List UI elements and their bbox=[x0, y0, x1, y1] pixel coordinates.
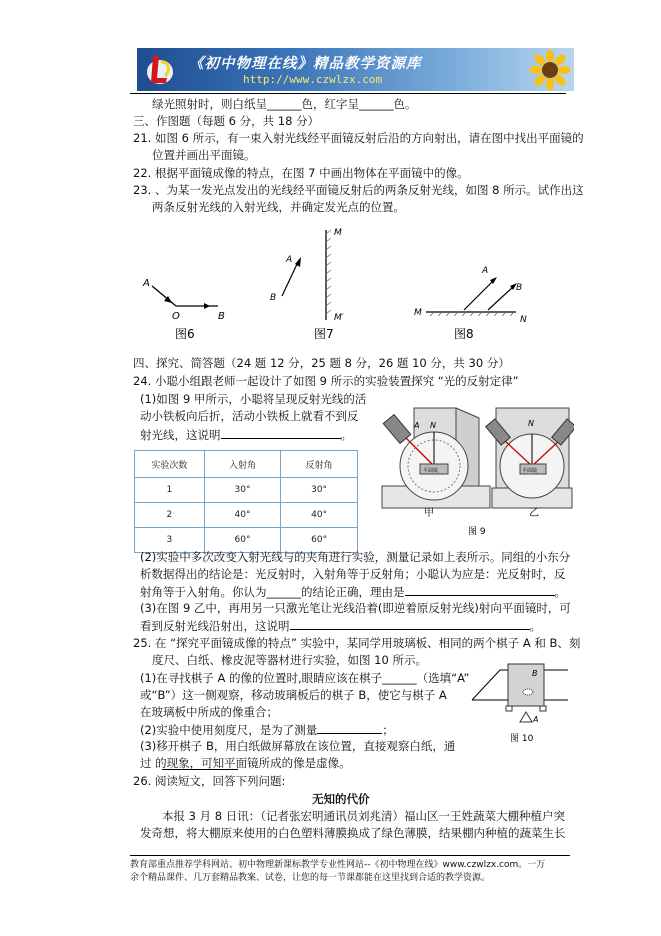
q25-1-line3: 在玻璃板中所成的像重合； bbox=[140, 705, 278, 719]
fig10-label-a: A bbox=[533, 715, 539, 724]
table-cell: 40° bbox=[204, 503, 281, 528]
table-cell: 1 bbox=[135, 478, 205, 503]
q21-line1: 21. 如图 6 所示，有一束入射光线经平面镜反射后沿的方向射出，请在图中找出平面镜的 bbox=[133, 131, 584, 145]
figure-10 bbox=[470, 660, 570, 746]
fig7-label-m: M bbox=[334, 228, 342, 238]
fig9-yi-label-n: N bbox=[528, 419, 534, 428]
fig10-label-b: B bbox=[532, 669, 538, 678]
table-cell: 3 bbox=[135, 528, 205, 553]
q25-3-blank[interactable] bbox=[162, 758, 238, 770]
q23-line2: 两条反射光线的入射光线，并确定发光点的位置。 bbox=[152, 200, 405, 214]
fig9-yi-caption: 乙 bbox=[529, 508, 539, 519]
table-cell: 2 bbox=[135, 503, 205, 528]
fig9-yi-screen-label: 平面镜 bbox=[522, 468, 538, 474]
footer-line2: 余个精品课件、几万套精品教案、试卷，让您的每一节课都能在这里找到合适的教学资源。 bbox=[130, 873, 491, 883]
table-row bbox=[135, 528, 358, 553]
q24-1-line3: 射光线，这说明 bbox=[140, 428, 221, 442]
fig7-label-mp: M′ bbox=[334, 313, 344, 323]
fig8-label-b: B bbox=[516, 283, 523, 293]
banner-title: 《初中物理在线》精品教学资源库 bbox=[189, 56, 422, 72]
article-para-line2: 发奇想，将大棚原来使用的白色塑料薄膜换成了绿色薄膜，结果棚内种植的蔬菜生长 bbox=[140, 826, 566, 840]
q24-1-blank[interactable] bbox=[221, 427, 341, 439]
figure-7 bbox=[270, 228, 344, 341]
q24-2-line3: 射角等于入射角。你认为______的结论正确，理由是 bbox=[140, 585, 405, 599]
table-header-cell: 实验次数 bbox=[135, 451, 205, 478]
q24-2-line2: 析数据得出的结论是：光反射时，入射角等于反射角；小聪认为应是：光反射时，反 bbox=[140, 567, 566, 581]
fig9-jia-screen-label: 平面镜 bbox=[423, 468, 439, 474]
fig8-label-n: N bbox=[520, 315, 527, 325]
q24-3-blank[interactable] bbox=[290, 618, 530, 630]
figure-9 bbox=[374, 398, 574, 543]
table-row bbox=[135, 478, 358, 503]
page-footer bbox=[130, 855, 570, 885]
article-title: 无知的代价 bbox=[312, 792, 370, 806]
sunflower-icon bbox=[530, 50, 570, 90]
q25-line1: 25. 在 “探究平面镜成像的特点” 实验中，某同学用玻璃板、相同的两个棋子 A 和 B、刻 bbox=[133, 636, 581, 650]
q24-2-blank[interactable] bbox=[405, 584, 555, 596]
fig8-caption: 图8 bbox=[454, 327, 474, 341]
table-cell: 60° bbox=[204, 528, 281, 553]
q24: 24. 小聪小组跟老师一起设计了如图 9 所示的实验装置探究 “光的反射定律” bbox=[133, 374, 519, 388]
q25-1-line1: (1)在寻找棋子 A 的像的位置时,眼睛应该在棋子______（选填“A” bbox=[140, 671, 470, 685]
fig6-caption: 图6 bbox=[175, 327, 195, 341]
table-cell: 30° bbox=[204, 478, 281, 503]
section-4-heading: 四、探究、简答题（24 题 12 分，25 题 8 分，26 题 10 分，共 30 分） bbox=[133, 356, 510, 370]
q21-line2: 位置并画出平面镜。 bbox=[152, 148, 256, 162]
q24-3-line2: 看到反射光线沿射出，这说明 bbox=[140, 619, 290, 633]
fig9-jia-label-a: A bbox=[414, 421, 420, 430]
table-header-cell: 反射角 bbox=[281, 451, 358, 478]
q25-3-line2: 过 的现象，可知平面镜所成的像是虚像。 bbox=[140, 756, 351, 770]
header-rule bbox=[130, 93, 566, 94]
fig8-label-a: A bbox=[482, 266, 489, 276]
table-cell: 30° bbox=[281, 478, 358, 503]
table-cell: 40° bbox=[281, 503, 358, 528]
q25-2: (2)实验中使用刻度尺，是为了测量 bbox=[140, 723, 318, 737]
figures-6-7-8 bbox=[130, 220, 570, 345]
fig10-caption: 图 10 bbox=[510, 734, 534, 744]
fig7-label-a: A bbox=[286, 255, 293, 265]
table-row bbox=[135, 503, 358, 528]
q22: 22. 根据平面镜成像的特点，在图 7 中画出物体在平面镜中的像。 bbox=[133, 166, 469, 180]
experiment-table bbox=[134, 450, 358, 553]
fig9-jia-label-n: N bbox=[430, 421, 436, 430]
q24-3-line1: (3)在图 9 乙中，再用另一只激光笔让光线沿着(即逆着原反射光线)射向平面镜时，可 bbox=[140, 601, 571, 615]
figure-9-jia bbox=[382, 408, 490, 519]
q24-1-line1: (1)如图 9 甲所示，小聪将呈现反射光线的活 bbox=[140, 392, 367, 406]
site-logo-icon bbox=[145, 52, 175, 86]
fig6-label-o: O bbox=[172, 311, 180, 322]
figure-8 bbox=[414, 266, 527, 341]
section-3-heading: 三、作图题（每题 6 分，共 18 分） bbox=[133, 114, 320, 128]
q25-line2: 度尺、白纸、橡皮泥等器材进行实验，如图 10 所示。 bbox=[152, 653, 427, 667]
banner-url[interactable]: http://www.czwlzx.com bbox=[243, 73, 383, 86]
fig7-caption: 图7 bbox=[314, 327, 334, 341]
q25-3-line1: (3)移开棋子 B，用白纸做屏幕放在该位置，直接观察白纸，通 bbox=[140, 739, 456, 753]
table-header-row bbox=[135, 451, 358, 478]
footer-line1: 教育部重点推荐学科网站、初中物理新课标教学专业性网站--《初中物理在线》www.czwlzx.com。一万 bbox=[130, 860, 546, 870]
fig6-label-a: A bbox=[143, 278, 150, 289]
q25-1-line2: 或“B”）这一侧观察，移动玻璃板后的棋子 B，使它与棋子 A bbox=[140, 688, 447, 702]
q26: 26. 阅读短文，回答下列问题: bbox=[133, 774, 286, 788]
article-para-line1: 本报 3 月 8 日讯：（记者张宏明通讯员刘兆清）福山区一王姓蔬菜大棚种植户突 bbox=[162, 809, 566, 823]
site-banner bbox=[137, 48, 574, 91]
fig7-label-b: B bbox=[270, 293, 277, 303]
fig8-label-m: M bbox=[414, 308, 422, 318]
table-header-cell: 入射角 bbox=[204, 451, 281, 478]
q24-1-line2: 动小铁板向后折，活动小铁板上就看不到反 bbox=[140, 409, 359, 423]
fig6-label-b: B bbox=[218, 311, 225, 322]
q24-2-line1: (2)实验中多次改变入射光线与的夹角进行实验，测量记录如上表所示。同组的小东分 bbox=[140, 550, 571, 564]
figure-9-yi bbox=[486, 408, 574, 519]
q25-2-blank[interactable] bbox=[317, 722, 382, 734]
table-cell: 60° bbox=[281, 528, 358, 553]
figure-6 bbox=[142, 278, 225, 341]
fig9-jia-caption: 甲 bbox=[424, 508, 434, 519]
q23-line1: 23. 、为某一发光点发出的光线经平面镜反射后的两条反射光线，如图 8 所示。试作出这 bbox=[133, 183, 584, 197]
line-q20-end: 绿光照射时，则白纸呈______色，红字呈______色。 bbox=[152, 97, 417, 111]
fig9-caption: 图 9 bbox=[468, 527, 486, 537]
